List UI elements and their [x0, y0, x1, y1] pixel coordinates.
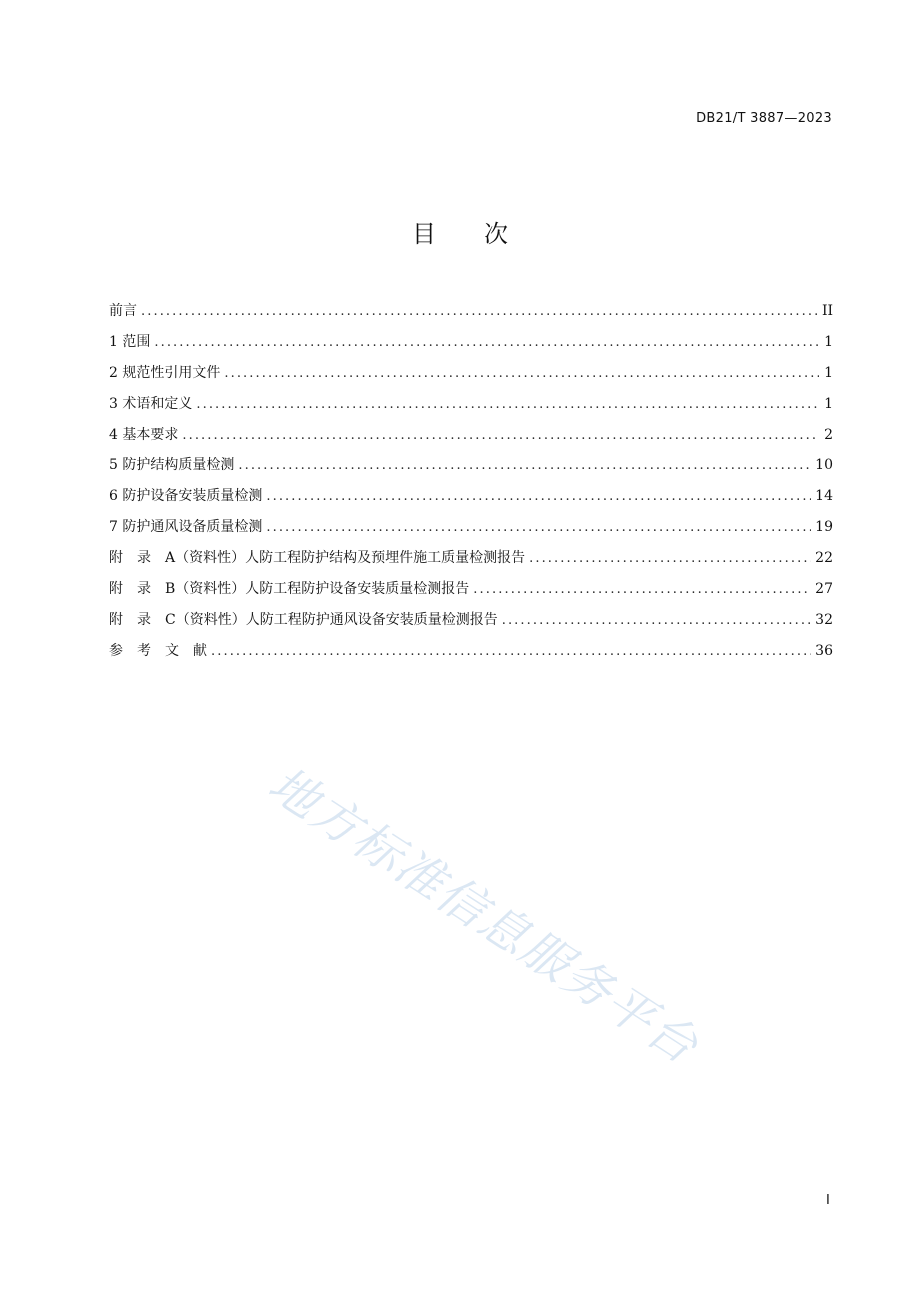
table-of-contents — [109, 300, 833, 671]
toc-entry-foreword[interactable] — [109, 300, 833, 331]
toc-entry-label: 附 录 B（资料性）人防工程防护设备安装质量检测报告 — [109, 581, 470, 598]
toc-entry-label: 1 范围 — [109, 333, 151, 350]
toc-entry-page: 1 — [824, 364, 833, 381]
page-title: 目 次 — [412, 220, 508, 248]
toc-entry-appendix-b[interactable] — [109, 578, 833, 609]
toc-dot-leader — [224, 366, 819, 381]
toc-entry-page: 22 — [815, 550, 833, 567]
toc-entry-label: 4 基本要求 — [109, 426, 179, 443]
toc-dot-leader — [196, 397, 819, 412]
toc-dot-leader — [141, 304, 818, 319]
toc-entry-scope[interactable] — [109, 331, 833, 362]
toc-dot-leader — [529, 551, 811, 566]
toc-entry-appendix-a[interactable] — [109, 547, 833, 578]
toc-entry-page: 27 — [815, 581, 833, 598]
toc-entry-bibliography[interactable] — [109, 640, 833, 671]
toc-entry-page: 2 — [824, 426, 833, 443]
toc-dot-leader — [266, 489, 811, 504]
toc-dot-leader — [154, 335, 819, 350]
toc-entry-normative-references[interactable] — [109, 362, 833, 393]
toc-entry-page: 19 — [815, 519, 833, 536]
toc-entry-label: 2 规范性引用文件 — [109, 364, 221, 381]
toc-entry-label: 附 录 C（资料性）人防工程防护通风设备安装质量检测报告 — [109, 611, 498, 628]
toc-entry-label: 6 防护设备安装质量检测 — [109, 488, 263, 505]
toc-dot-leader — [266, 520, 811, 535]
toc-entry-label: 前言 — [109, 303, 137, 319]
toc-entry-page: 1 — [824, 395, 833, 412]
toc-entry-label: 3 术语和定义 — [109, 395, 193, 412]
toc-entry-appendix-c[interactable] — [109, 609, 833, 640]
toc-entry-section-7[interactable] — [109, 516, 833, 547]
watermark: 地方标准信息服务平台 — [258, 756, 709, 1076]
document-code: DB21/T 3887—2023 — [696, 111, 832, 126]
toc-entry-label: 7 防护通风设备质量检测 — [109, 519, 263, 536]
toc-dot-leader — [473, 582, 811, 597]
toc-entry-page: 36 — [815, 642, 833, 659]
toc-entry-page: 14 — [815, 488, 833, 505]
toc-entry-terms-definitions[interactable] — [109, 393, 833, 424]
toc-dot-leader — [182, 428, 819, 443]
toc-entry-section-5[interactable] — [109, 454, 833, 485]
toc-entry-label: 参 考 文 献 — [109, 642, 207, 659]
toc-entry-basic-requirements[interactable] — [109, 424, 833, 455]
toc-entry-page: 10 — [815, 457, 833, 474]
toc-dot-leader — [238, 458, 811, 473]
toc-dot-leader — [502, 613, 811, 628]
toc-entry-label: 附 录 A（资料性）人防工程防护结构及预埋件施工质量检测报告 — [109, 550, 526, 567]
toc-entry-label: 5 防护结构质量检测 — [109, 457, 235, 474]
toc-entry-section-6[interactable] — [109, 485, 833, 516]
page-number: I — [826, 1193, 830, 1208]
toc-dot-leader — [211, 644, 811, 659]
toc-entry-page: 32 — [815, 611, 833, 628]
toc-entry-page: 1 — [824, 333, 833, 350]
toc-entry-page: II — [821, 303, 833, 319]
